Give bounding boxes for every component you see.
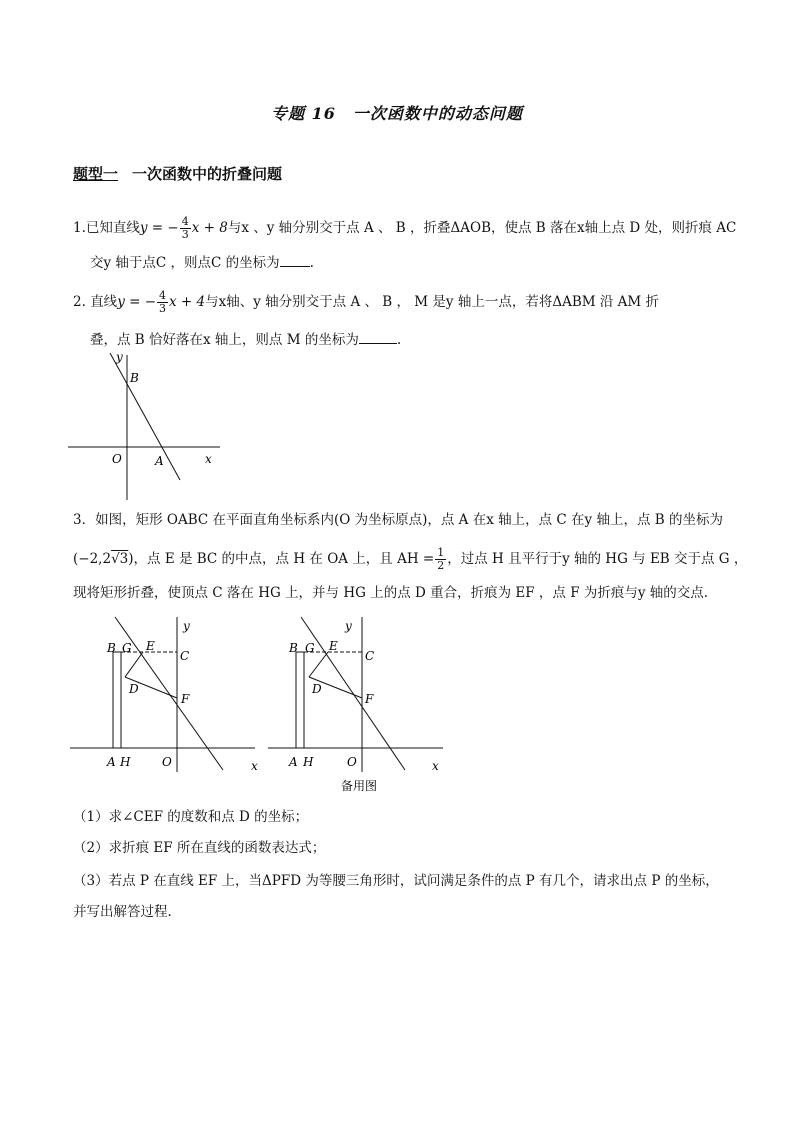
q3-sub2: （2）求折痕 EF 所在直线的函数表达式； xyxy=(73,840,326,856)
q2-figure xyxy=(60,345,230,505)
q3-line3: 现将矩形折叠，使顶点 C 落在 HG 上，并与 HG 上的点 D 重合，折痕为 EF ，点 F 为折痕与y 轴的交点. xyxy=(73,585,709,601)
q3f1-label-y: y xyxy=(183,619,190,633)
q3-sub1: （1）求∠CEF 的度数和点 D 的坐标； xyxy=(73,809,309,825)
q1-answer-blank xyxy=(280,254,310,267)
q1-line1 xyxy=(73,216,736,241)
q1-pre: 已知直线 xyxy=(85,220,140,236)
q2-label-b: B xyxy=(130,371,139,385)
q2-line2-text: 叠，点 B 恰好落在x 轴上，则点 M 的坐标为 xyxy=(90,332,359,348)
q3f2-label-x: x xyxy=(432,759,439,773)
q3f1-ed xyxy=(125,652,143,677)
q3f1-label-o: O xyxy=(162,755,172,769)
q1-mid: 与x 、y 轴分别交于点 A 、 B ，折叠ΔAOB，使点 B 落在x轴上点 D 处，则折痕 AC xyxy=(227,220,737,236)
q1-end: . xyxy=(309,255,314,271)
q3-line1: 3．如图，矩形 OABC 在平面直角坐标系内(O 为坐标原点)，点 A 在x 轴上，点 C 在y 轴上，点 B 的坐标为 xyxy=(73,512,723,528)
q3f2-label-e: E xyxy=(329,639,338,653)
q3f2-rect-left xyxy=(296,652,304,748)
q3f1-rect-left xyxy=(113,652,121,748)
q1-frac-den: 3 xyxy=(181,228,189,241)
q3f2-label-f: F xyxy=(365,692,374,706)
q1-line2-text: 交y 轴于点C ，则点C 的坐标为 xyxy=(90,255,280,271)
q3f1-label-x: x xyxy=(251,759,258,773)
q2-frac-num: 4 xyxy=(159,289,167,302)
q3-point-b-a: (−2,2 xyxy=(73,551,112,567)
q3f1-label-b: B xyxy=(107,641,116,655)
section-heading xyxy=(73,163,282,184)
q3f2-label-a: A xyxy=(289,755,298,769)
q1-fraction xyxy=(180,216,191,241)
q1-line2 xyxy=(90,253,314,273)
q3-line2-b: )，点 E 是 BC 的中点，点 H 在 OA 上，且 AH = xyxy=(128,551,435,567)
section-tag: 题型一 xyxy=(73,165,119,183)
q2-label-x: x xyxy=(205,452,212,466)
q1-number: 1. xyxy=(73,220,86,236)
q1-frac-num: 4 xyxy=(181,215,189,228)
q2-line1 xyxy=(73,290,659,315)
q2-eq-left: y = − xyxy=(117,294,157,310)
q2-pre: 直线 xyxy=(90,294,118,310)
q3-point-b-sqrt: √3 xyxy=(111,551,129,567)
section-title: 一次函数中的折叠问题 xyxy=(132,165,283,183)
q2-mid: 与x轴、y 轴分别交于点 A 、 B ， M 是y 轴上一点，若将ΔABM 沿 AM 折 xyxy=(205,294,660,310)
q3f2-label-g: G xyxy=(305,641,315,655)
q3-frac-den: 2 xyxy=(437,559,445,572)
q2-fraction xyxy=(157,290,168,315)
q2-end: . xyxy=(396,332,402,348)
q2-answer-blank xyxy=(359,331,397,344)
q3f1-label-a: A xyxy=(107,755,116,769)
q3-line2-c: ，过点 H 且平行于y 轴的 HG 与 EB 交于点 G ， xyxy=(447,551,748,567)
q3-figure-backup xyxy=(265,612,455,797)
q2-label-a: A xyxy=(155,454,164,468)
q1-eq-left: y = − xyxy=(139,220,179,236)
q3f1-label-h: H xyxy=(120,755,131,769)
q2-number: 2. xyxy=(73,294,86,310)
q3f2-label-o: O xyxy=(347,755,357,769)
q3-line2 xyxy=(73,547,747,572)
q3f1-label-e: E xyxy=(146,639,155,653)
q3-figure-main xyxy=(65,612,265,777)
q3-sub3-line1: （3）若点 P 在直线 EF 上，当ΔPFD 为等腰三角形时，试问满足条件的点 P 有几个，请求出点 P 的坐标， xyxy=(73,873,719,889)
q3f1-label-f: F xyxy=(181,692,190,706)
q3-frac-num: 1 xyxy=(437,546,445,559)
q3f1-label-c: C xyxy=(180,649,190,663)
q2-label-o: O xyxy=(112,452,122,466)
q3f1-label-g: G xyxy=(122,641,132,655)
q3-sub3-line2: 并写出解答过程. xyxy=(73,904,172,920)
q3f2-label-b: B xyxy=(289,641,298,655)
q3f2-label-d: D xyxy=(312,682,322,696)
q2-eq-right: x + 4 xyxy=(169,294,206,310)
q3-fraction xyxy=(435,547,446,572)
q3f2-label-h: H xyxy=(303,755,314,769)
q3f2-label-c: C xyxy=(365,649,375,663)
q2-frac-den: 3 xyxy=(159,302,167,315)
q3f1-label-d: D xyxy=(129,682,139,696)
q3f2-label-y: y xyxy=(345,619,352,633)
q3f2-caption: 备用图 xyxy=(341,779,378,793)
page-title: 专题 16 一次函数中的动态问题 xyxy=(271,104,523,123)
q3f2-ed xyxy=(309,652,328,677)
q2-label-y: y xyxy=(116,350,123,364)
q1-eq-right: x + 8 xyxy=(191,220,228,236)
